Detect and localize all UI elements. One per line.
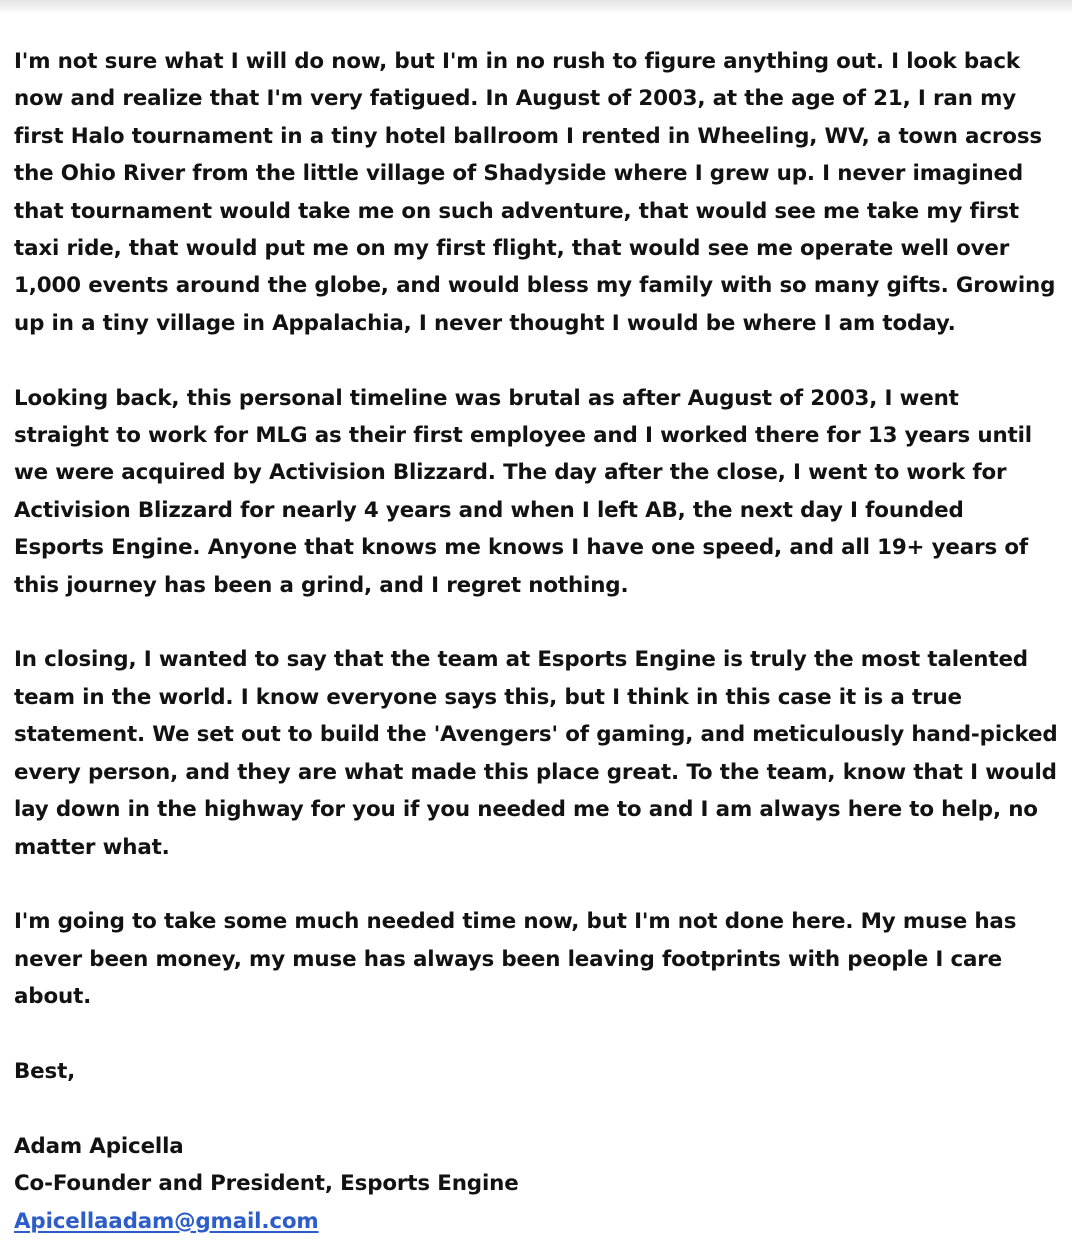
signature-block xyxy=(14,1128,1059,1240)
closing-salutation: Best, xyxy=(14,1058,76,1084)
signature-title: Co-Founder and President, Esports Engine xyxy=(14,1171,519,1197)
email-link[interactable]: Apicellaadam@gmail.com xyxy=(14,1208,319,1234)
letter-body xyxy=(14,43,1059,1240)
paragraph-fatigue: I'm not sure what I will do now, but I'm in no rush to figure anything out. I look back now and realize that I'm very fatigued. In August of 2003, at the age of 21, I ran my first Halo tournament in a tiny hotel ballroom I rented in Wheeling, WV, a town across the Ohio River from the little village of Shadyside where I grew up. I never imagined that tournament would take me on such adventure, that would see me take my first taxi ride, that would put me on my first flight, that would see me operate well over 1,000 events around the globe, and would bless my family with so many gifts. Growing up in a tiny village in Appalachia, I never thought I would be where I am today. xyxy=(14,49,1056,336)
signature-name: Adam Apicella xyxy=(14,1133,184,1159)
paragraph-team: In closing, I wanted to say that the team at Esports Engine is truly the most talented team in the world. I know everyone says this, but I think in this case it is a true statement. We set out to build the 'Avengers' of gaming, and meticulously hand-picked every person, and they are what made this place great. To the team, know that I would lay down in the highway for you if you needed me to and I am always here to help, no matter what. xyxy=(14,647,1058,860)
top-edge-shadow xyxy=(0,0,1072,14)
paragraph-timeline: Looking back, this personal timeline was brutal as after August of 2003, I went straight to work for MLG as their first employee and I worked there for 13 years until we were acquired by Activision Blizzard. The day after the close, I went to work for Activision Blizzard for nearly 4 years and when I left AB, the next day I founded Esports Engine. Anyone that knows me knows I have one speed, and all 19+ years of this journey has been a grind, and I regret nothing. xyxy=(14,385,1032,598)
paragraph-muse: I'm going to take some much needed time now, but I'm not done here. My muse has never been money, my muse has always been leaving footprints with people I care about. xyxy=(14,909,1017,1010)
